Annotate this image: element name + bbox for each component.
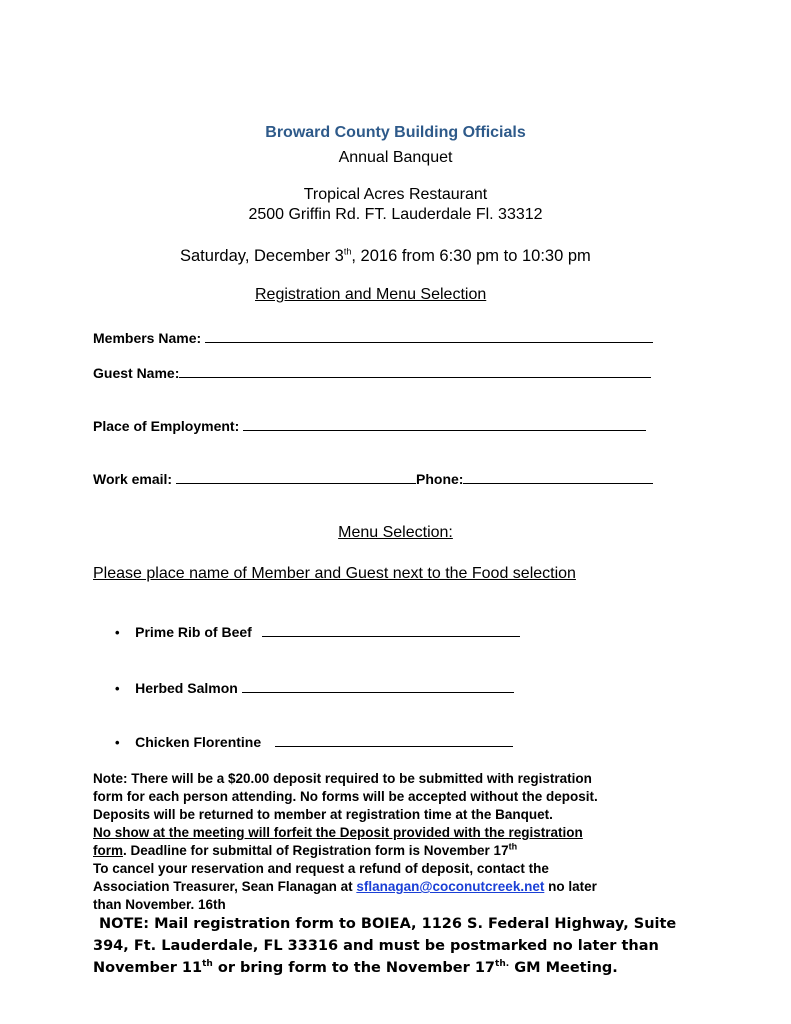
menu-item <box>115 622 520 640</box>
bullet-icon: • <box>115 681 120 696</box>
menu-instruction: Please place name of Member and Guest next to the Food selection <box>93 565 576 582</box>
phone-field[interactable] <box>463 469 653 484</box>
email-label: Work email: <box>93 471 173 487</box>
org-title: Broward County Building Officials <box>265 124 526 141</box>
note-line: form. Deadline for submittal of Registration form is November 17th <box>93 841 518 858</box>
employment-field[interactable] <box>243 416 646 431</box>
email-phone-row <box>93 469 653 487</box>
event-date: Saturday, December 3th, 2016 from 6:30 pm to 10:30 pm <box>180 246 591 265</box>
menu-item-field[interactable] <box>262 622 520 637</box>
menu-heading: Menu Selection: <box>338 524 453 541</box>
menu-item-label: Prime Rib of Beef <box>135 624 252 640</box>
bullet-icon: • <box>115 735 120 750</box>
employment-row <box>93 416 646 434</box>
treasurer-email-link[interactable]: sflanagan@coconutcreek.net <box>356 879 545 894</box>
menu-item-label: Herbed Salmon <box>135 680 238 696</box>
deposit-note <box>93 770 713 914</box>
mail-note-line: NOTE: Mail registration form to BOIEA, 1126 S. Federal Highway, Suite <box>99 916 677 932</box>
menu-item <box>115 732 513 750</box>
employment-label: Place of Employment: <box>93 418 240 434</box>
mail-note-line: November 11th or bring form to the November $17^{th.}$ GM Meeting. <box>93 959 618 976</box>
venue-name: Tropical Acres Restaurant <box>303 186 488 203</box>
bullet-icon: • <box>115 625 120 640</box>
note-line: Note: There will be a $20.00 deposit required to be submitted with registration <box>93 771 592 786</box>
note-line: Association Treasurer, Sean Flanagan at sflanagan@coconutcreek.net no later <box>93 879 597 894</box>
members-name-field[interactable] <box>205 328 653 343</box>
menu-item-label: Chicken Florentine <box>135 734 262 750</box>
note-line: No show at the meeting will forfeit the Deposit provided with the registration <box>93 825 583 840</box>
note-line: To cancel your reservation and request a refund of deposit, contact the <box>93 861 549 876</box>
members-name-row <box>93 328 653 346</box>
phone-label: Phone: <box>416 471 464 487</box>
mail-note-line: 394, Ft. Lauderdale, FL 33316 and must be postmarked no later than <box>93 938 659 954</box>
members-name-label: Members Name: <box>93 330 202 346</box>
note-line: than November. 16th <box>93 897 226 912</box>
guest-name-label: Guest Name: <box>93 365 180 381</box>
mail-note <box>93 913 733 979</box>
menu-item <box>115 678 514 696</box>
note-line: form for each person attending. No forms will be accepted without the deposit. <box>93 789 598 804</box>
menu-item-field[interactable] <box>275 732 513 747</box>
guest-name-field[interactable] <box>179 363 651 378</box>
menu-item-field[interactable] <box>242 678 514 693</box>
venue-address: 2500 Griffin Rd. FT. Lauderdale Fl. 33312 <box>248 206 543 223</box>
note-line: Deposits will be returned to member at registration time at the Banquet. <box>93 807 553 822</box>
guest-name-row <box>93 363 651 381</box>
email-field[interactable] <box>176 469 416 484</box>
registration-heading: Registration and Menu Selection <box>255 286 487 303</box>
event-name: Annual Banquet <box>338 149 453 166</box>
